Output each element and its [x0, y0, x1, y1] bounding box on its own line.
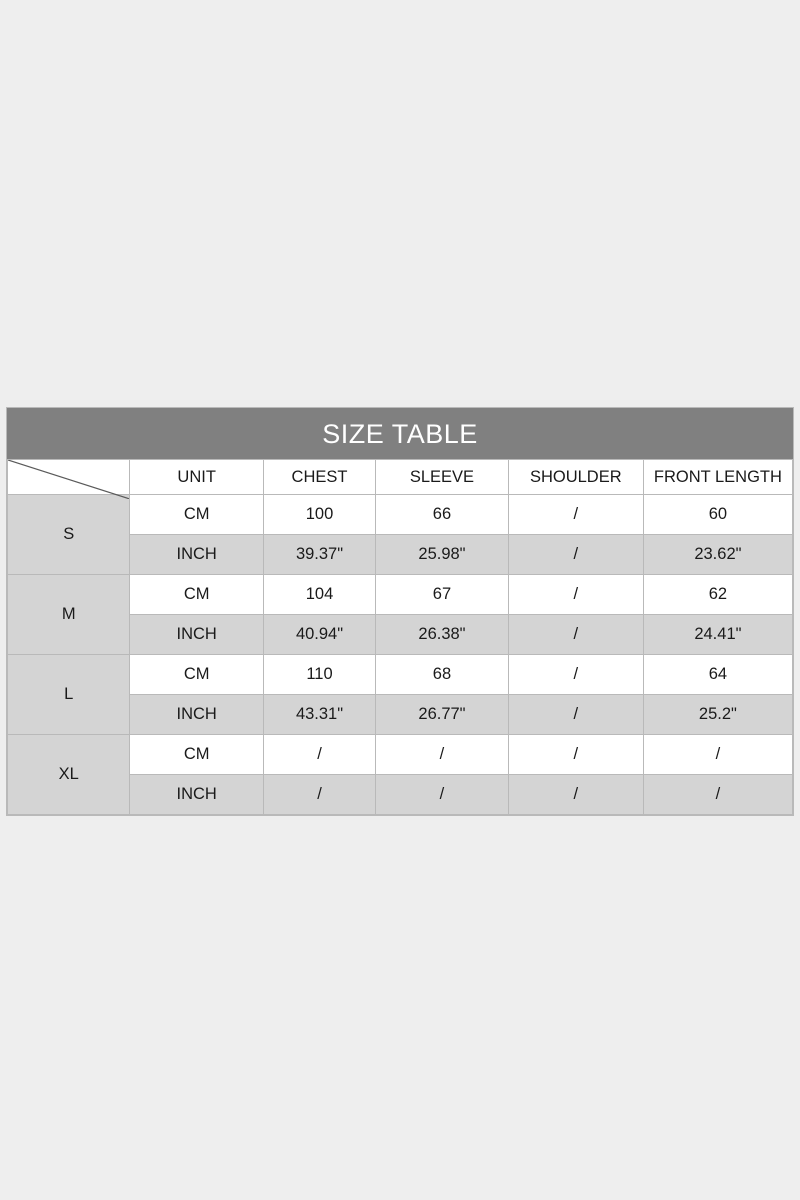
shoulder-value: /	[508, 575, 643, 615]
front-length-value: /	[643, 735, 792, 775]
sleeve-value: 26.77"	[376, 695, 509, 735]
corner-cell	[8, 460, 130, 495]
front-length-value: 64	[643, 655, 792, 695]
size-label-l: L	[8, 655, 130, 735]
sleeve-value: 25.98"	[376, 535, 509, 575]
front-length-value: 24.41"	[643, 615, 792, 655]
chest-value: /	[263, 775, 375, 815]
front-length-value: 60	[643, 495, 792, 535]
chest-value: 100	[263, 495, 375, 535]
shoulder-value: /	[508, 775, 643, 815]
sleeve-value: 26.38"	[376, 615, 509, 655]
column-header-sleeve: SLEEVE	[376, 460, 509, 495]
chest-value: 40.94"	[263, 615, 375, 655]
size-label-xl: XL	[8, 735, 130, 815]
sleeve-value: 68	[376, 655, 509, 695]
shoulder-value: /	[508, 615, 643, 655]
unit-cell: INCH	[130, 535, 263, 575]
unit-cell: INCH	[130, 775, 263, 815]
table-title-row	[8, 409, 793, 460]
table-row	[8, 495, 793, 535]
shoulder-value: /	[508, 655, 643, 695]
front-length-value: /	[643, 775, 792, 815]
diagonal-divider-icon	[8, 460, 129, 499]
table-row	[8, 735, 793, 775]
table-header-row	[8, 460, 793, 495]
size-table-container	[6, 407, 794, 816]
unit-cell: INCH	[130, 615, 263, 655]
front-length-value: 23.62"	[643, 535, 792, 575]
sleeve-value: 67	[376, 575, 509, 615]
table-row	[8, 655, 793, 695]
size-label-m: M	[8, 575, 130, 655]
column-header-front-length: FRONT LENGTH	[643, 460, 792, 495]
sleeve-value: /	[376, 735, 509, 775]
chest-value: 110	[263, 655, 375, 695]
chest-value: 43.31"	[263, 695, 375, 735]
page-title: SIZE TABLE	[8, 409, 793, 460]
column-header-shoulder: SHOULDER	[508, 460, 643, 495]
chest-value: /	[263, 735, 375, 775]
shoulder-value: /	[508, 535, 643, 575]
shoulder-value: /	[508, 495, 643, 535]
size-table	[7, 408, 793, 815]
unit-cell: CM	[130, 495, 263, 535]
column-header-unit: UNIT	[130, 460, 263, 495]
table-row	[8, 575, 793, 615]
size-label-s: S	[8, 495, 130, 575]
unit-cell: INCH	[130, 695, 263, 735]
unit-cell: CM	[130, 575, 263, 615]
chest-value: 39.37"	[263, 535, 375, 575]
shoulder-value: /	[508, 735, 643, 775]
column-header-chest: CHEST	[263, 460, 375, 495]
unit-cell: CM	[130, 655, 263, 695]
shoulder-value: /	[508, 695, 643, 735]
sleeve-value: 66	[376, 495, 509, 535]
front-length-value: 62	[643, 575, 792, 615]
sleeve-value: /	[376, 775, 509, 815]
unit-cell: CM	[130, 735, 263, 775]
front-length-value: 25.2"	[643, 695, 792, 735]
chest-value: 104	[263, 575, 375, 615]
